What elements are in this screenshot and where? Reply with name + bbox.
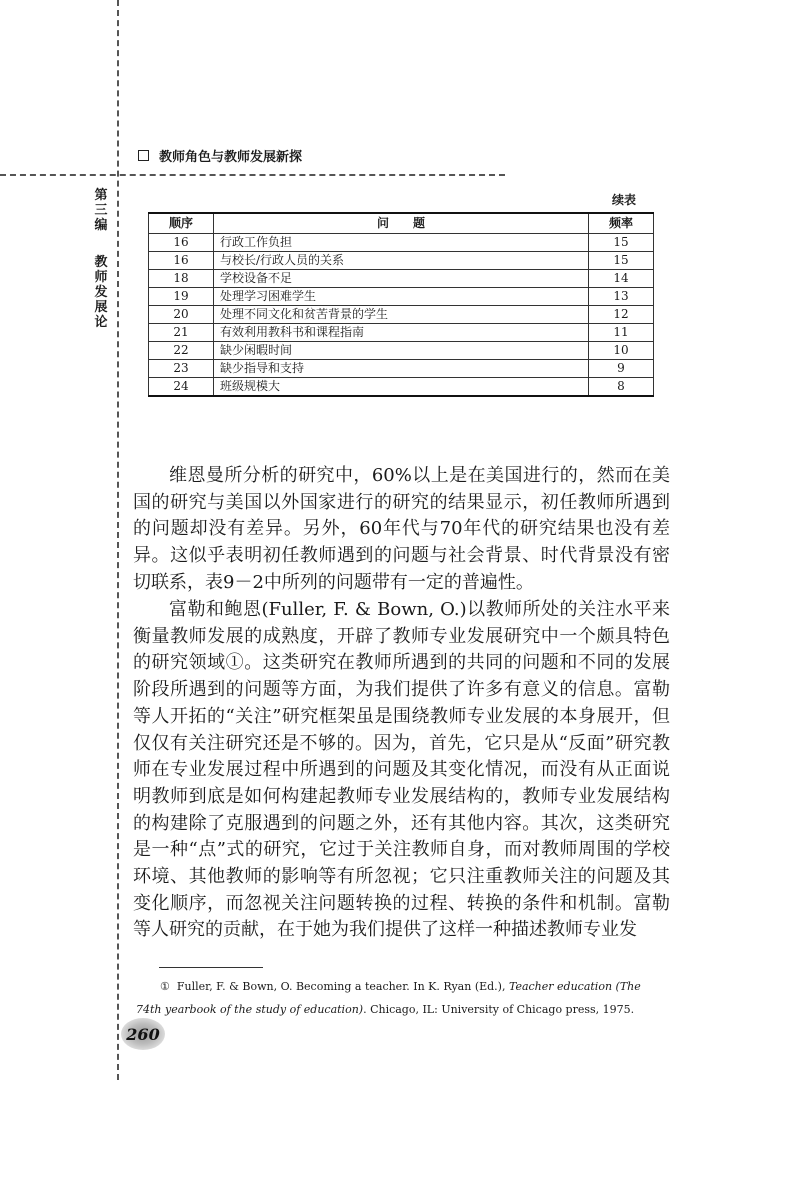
side-part-char: 编 (94, 218, 108, 233)
table-row (149, 360, 654, 378)
cell-order: 24 (149, 378, 214, 397)
cell-order: 16 (149, 234, 214, 252)
body-paragraph-1: 维恩曼所分析的研究中，60%以上是在美国进行的，然而在美国的研究与美国以外国家进行的研究的结果显示，初任教师所遇到的问题却没有差异。另外，60年代与70年代的研究结果也没有差异。这似乎表明初任教师遇到的问题与社会背景、时代背景没有密切联系，表9－2中所列的问题带有一定的普遍性。 (133, 465, 670, 593)
table-row (149, 288, 654, 306)
cell-frequency: 12 (589, 306, 654, 324)
square-bullet-icon (138, 150, 149, 161)
problems-table (148, 212, 654, 397)
footnote (136, 975, 668, 1021)
cell-problem: 与校长/行政人员的关系 (214, 252, 589, 270)
table-row (149, 324, 654, 342)
cell-order: 23 (149, 360, 214, 378)
running-header (138, 144, 302, 166)
side-section-label (92, 188, 110, 330)
side-topic-char: 师 (94, 270, 108, 285)
side-topic-char: 论 (94, 315, 108, 330)
cell-order: 21 (149, 324, 214, 342)
cell-frequency: 15 (589, 252, 654, 270)
cell-problem: 处理不同文化和贫苦背景的学生 (214, 306, 589, 324)
cell-problem: 行政工作负担 (214, 234, 589, 252)
table-header-row (149, 213, 654, 234)
table-row (149, 252, 654, 270)
cell-frequency: 14 (589, 270, 654, 288)
side-topic-char: 发 (94, 285, 108, 300)
cell-frequency: 10 (589, 342, 654, 360)
cell-frequency: 13 (589, 288, 654, 306)
cell-order: 20 (149, 306, 214, 324)
running-header-title: 教师角色与教师发展新探 (159, 149, 303, 165)
col-header-order: 顺序 (149, 213, 214, 234)
header-rule (0, 174, 505, 176)
table-continued-label: 续表 (612, 193, 637, 207)
cell-problem: 有效利用教科书和课程指南 (214, 324, 589, 342)
cell-frequency: 8 (589, 378, 654, 397)
binding-line-vertical (117, 0, 119, 1080)
cell-problem: 班级规模大 (214, 378, 589, 397)
cell-order: 16 (149, 252, 214, 270)
cell-order: 19 (149, 288, 214, 306)
cell-problem: 缺少指导和支持 (214, 360, 589, 378)
cell-order: 18 (149, 270, 214, 288)
cell-problem: 学校设备不足 (214, 270, 589, 288)
table-row (149, 378, 654, 397)
footnote-text: Fuller, F. & Bown, O. Becoming a teacher. In K. Ryan (Ed.), (176, 980, 506, 993)
cell-frequency: 9 (589, 360, 654, 378)
side-topic-char: 展 (94, 300, 108, 315)
cell-problem: 处理学习困难学生 (214, 288, 589, 306)
table-row (149, 270, 654, 288)
side-part-char: 三 (94, 203, 108, 218)
body-paragraph-2: 富勒和鲍恩(Fuller, F. & Bown, O.)以教师所处的关注水平来衡量教师发展的成熟度，开辟了教师专业发展研究中一个颇具特色的研究领域①。这类研究在教师所遇到的共同的问题和不同的发展阶段所遇到的问题等方面，为我们提供了许多有意义的信息。富勒等人开拓的“关注”研究框架虽是围绕教师专业发展的本身展开，但仅仅有关注研究还是不够的。因为，首先，它只是从“反面”研究教师在专业发展过程中所遇到的问题及其变化情况，而没有从正面说明教师到底是如何构建起教师专业发展结构的，教师专业发展结构的构建除了克服遇到的问题之外，还有其他内容。其次，这类研究是一种“点”式的研究，它过于关注教师自身，而对教师周围的学校环境、其他教师的影响等有所忽视；它只注重教师关注的问题及其变化顺序，而忽视关注问题转换的过程、转换的条件和机制。富勒等人研究的贡献，在于她为我们提供了这样一种描述教师专业发 (133, 599, 670, 941)
table-row (149, 234, 654, 252)
col-header-problem: 问 题 (214, 213, 589, 234)
footnote-rule (159, 967, 263, 968)
table-row (149, 342, 654, 360)
col-header-frequency: 频率 (589, 213, 654, 234)
side-part-char: 第 (94, 188, 108, 203)
cell-frequency: 15 (589, 234, 654, 252)
side-topic-char: 教 (94, 255, 108, 270)
cell-frequency: 11 (589, 324, 654, 342)
cell-problem: 缺少闲暇时间 (214, 342, 589, 360)
page-number: 260 (126, 1024, 160, 1044)
footnote-publisher: . Chicago, IL: University of Chicago press, 1975. (363, 1003, 635, 1016)
cell-order: 22 (149, 342, 214, 360)
footnote-title: Teacher education (The 74th yearbook of the study of education) (136, 980, 641, 1016)
table-row (149, 306, 654, 324)
footnote-mark: ① (160, 980, 170, 993)
page-number-badge (121, 1018, 165, 1050)
